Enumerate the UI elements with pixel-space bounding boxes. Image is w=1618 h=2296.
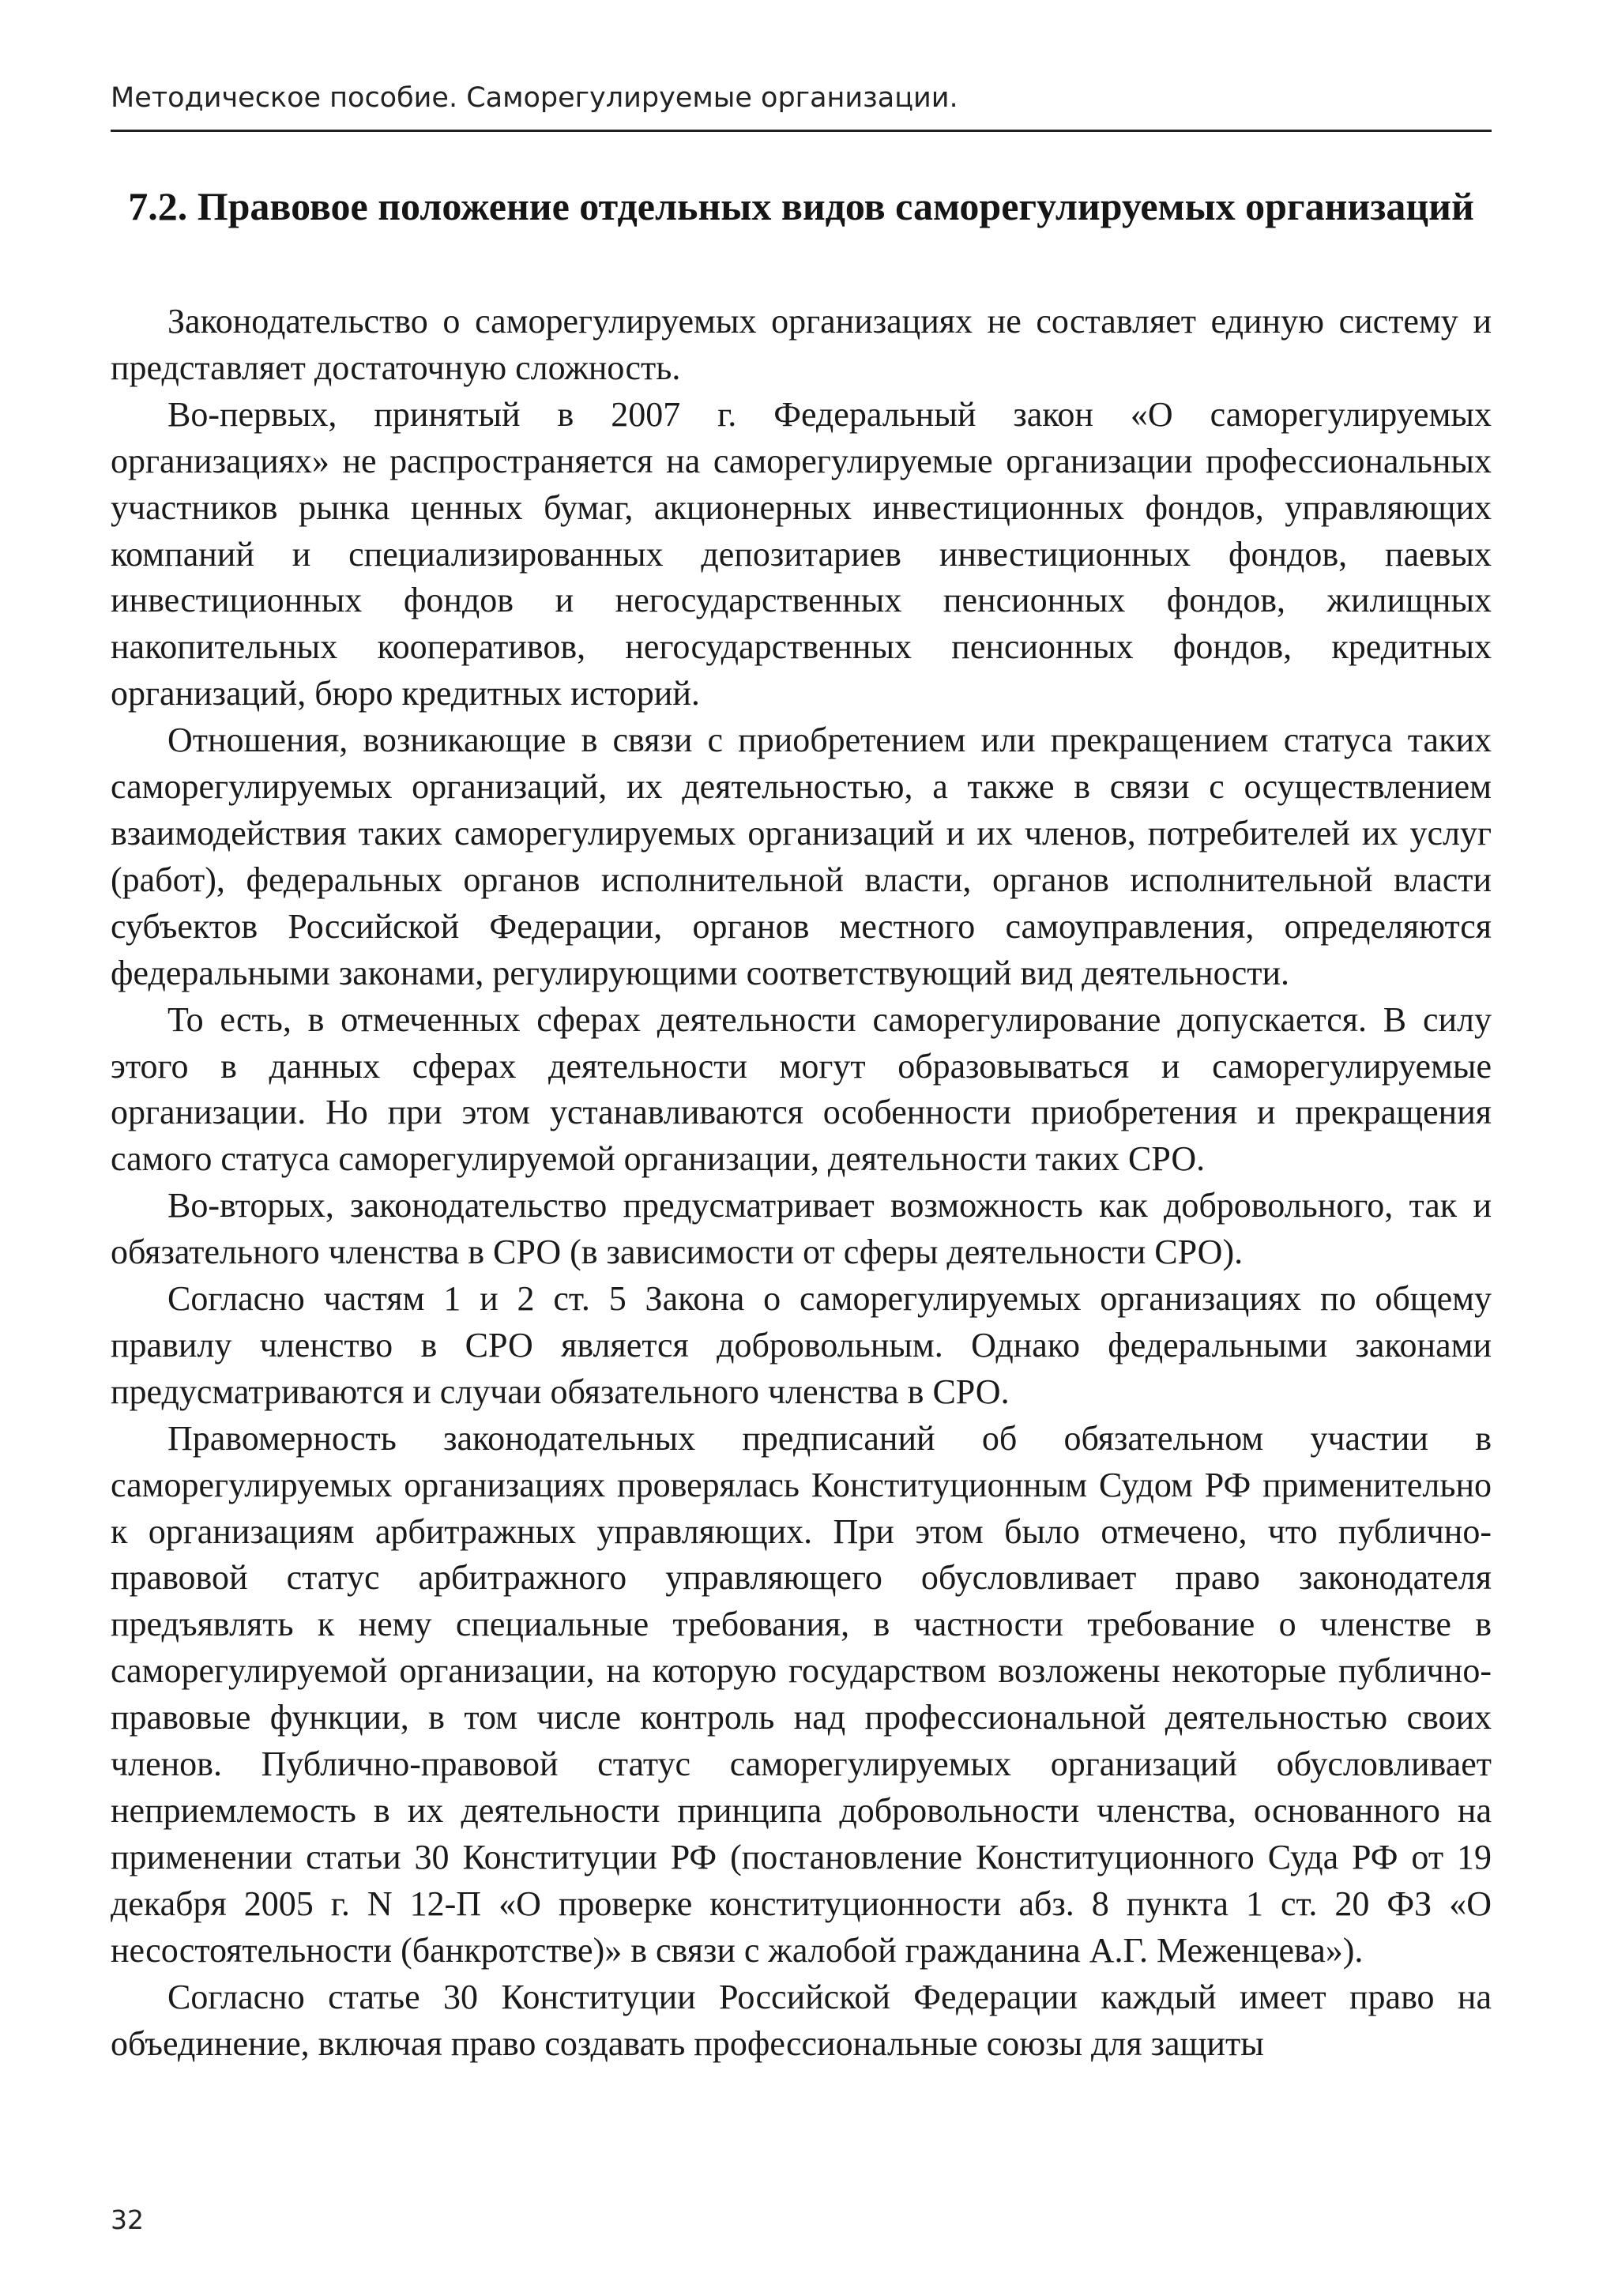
- paragraph-8: Согласно статье 30 Конституции Российской Федерации каждый имеет право на объединение, включая право создавать профессиональные союзы для защиты: [111, 1977, 1492, 2063]
- running-header: Методическое пособие. Саморегулируемые организации.: [111, 82, 958, 114]
- paragraph-2: Во-первых, принятый в 2007 г. Федеральный закон «О саморегулируемых организациях» не распространяется на саморегулируемые организации профессиональных участников рынка ценных бумаг, акционерных инвестиционных фондов, управляющих компаний и специализированных депозитариев инвестиционных фондов, паевых инвестиционных фондов и негосударственных пенсионных фондов, жилищных накопительных кооперативов, негосударственных пенсионных фондов, кредитных организаций, бюро кредитных историй.: [111, 394, 1492, 713]
- paragraph-7: Правомерность законодательных предписаний об обязательном участии в саморегулируемых организациях проверялась Конституционным Судом РФ применительно к организациям арбитражных управляющих. При этом было отмечено, что публично-правовой статус арбитражного управляющего обусловливает право законодателя предъявлять к нему специальные требования, в частности требование о членстве в саморегулируемой организации, на которую государством возложены некоторые публично-правовые функции, в том числе контроль над профессиональной деятельностью своих членов. Публично-правовой статус саморегулируемых организаций обусловливает неприемлемость в их деятельности принципа добровольности членства, основанного на применении статьи 30 Конституции РФ (постановление Конституционного Суда РФ от 19 декабря 2005 г. N 12-П «О проверке конституционности абз. 8 пункта 1 ст. 20 ФЗ «О несостоятельности (банкротстве)» в связи с жалобой гражданина А.Г. Меженцева»).: [111, 1418, 1492, 1970]
- header-rule: [111, 130, 1492, 132]
- paragraph-5: Во-вторых, законодательство предусматривает возможность как добровольного, так и обязательного членства в СРО (в зависимости от сферы деятельности СРО).: [111, 1186, 1492, 1272]
- page-number: 32: [111, 2204, 144, 2235]
- paragraph-4: То есть, в отмеченных сферах деятельности саморегулирование допускается. В силу этого в данных сферах деятельности могут образовываться и саморегулируемые организации. Но при этом устанавливаются особенности приобретения и прекращения самого статуса саморегулируемой организации, деятельности таких СРО.: [111, 999, 1492, 1179]
- paragraph-3: Отношения, возникающие в связи с приобретением или прекращением статуса таких саморегулируемых организаций, их деятельностью, а также в связи с осуществлением взаимодействия таких саморегулируемых организаций и их членов, потребителей их услуг (работ), федеральных органов исполнительной власти, органов исполнительной власти субъектов Российской Федерации, органов местного самоуправления, определяются федеральными законами, регулирующими соответствующий вид деятельности.: [111, 721, 1492, 992]
- paragraph-6: Согласно частям 1 и 2 ст. 5 Закона о саморегулируемых организациях по общему правилу членство в СРО является добровольным. Однако федеральными законами предусматриваются и случаи обязательного членства в СРО.: [111, 1279, 1492, 1411]
- paragraph-1: Законодательство о саморегулируемых организациях не составляет единую систему и представляет достаточную сложность.: [111, 302, 1492, 387]
- section-title: 7.2. Правовое положение отдельных видов саморегулируемых организаций: [128, 184, 1474, 228]
- body-text: [111, 299, 1492, 2067]
